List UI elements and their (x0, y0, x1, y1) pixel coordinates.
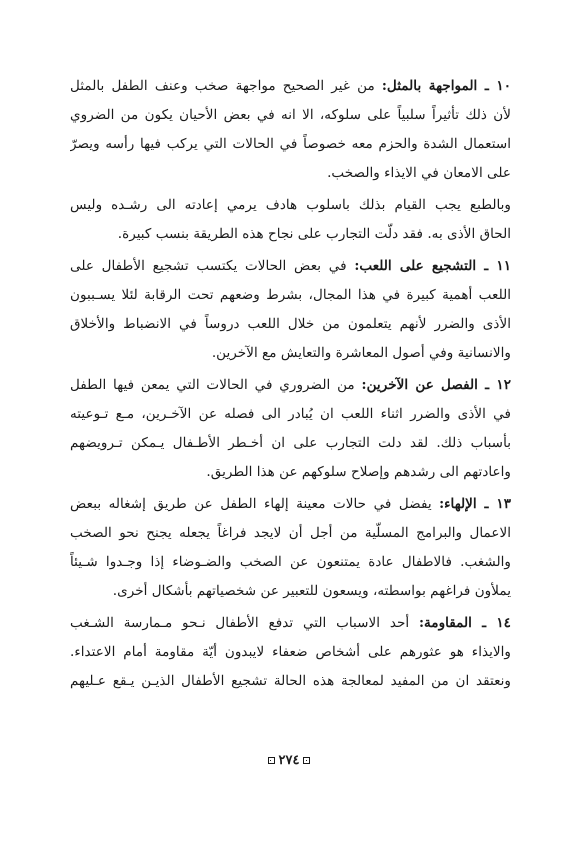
text-line: ونعتقد ان من المفيد لمعالجة هذه الحالة تشجيع الأطفال الذيـن يـقع عـليهم (70, 673, 511, 689)
text-line: في الأذى والضرر اثناء اللعب ان يُبادر الى فصله عن الآخـرين، مـع تـوعيته (70, 406, 511, 422)
text-line: لأن ذلك تأثيراً سلبياً على سلوكه، الا انه في بعض الأحيان يكون من الضروي (70, 107, 511, 123)
text-line: وبالطبع يجب القيام بذلك باسلوب هادف يرمي إعادته الى رشـده وليس (70, 197, 511, 213)
paragraph-purposeful-method (70, 191, 511, 249)
text-line: يملأون فراغهم بواسطته، ويسعون للتعبير عن شخصياتهم بأشكال أخرى. (112, 583, 511, 599)
text-line (70, 371, 511, 400)
paragraph-encourage-play (70, 252, 511, 368)
line-text: من الضروري في الحالات التي يمعن فيها الطفل (70, 377, 355, 393)
section-heading: ١٤ ـ المقاومة: (419, 615, 511, 631)
text-line (70, 490, 511, 519)
text-line (70, 72, 511, 101)
line-text: من غير الصحيح مواجهة صخب وعنف الطفل بالمثل (70, 78, 375, 94)
section-heading: ١٣ ـ الإلهاء: (439, 496, 511, 512)
paragraph-resistance (70, 609, 511, 696)
section-heading: ١١ ـ التشجيع على اللعب: (354, 258, 511, 274)
text-line: والايذاء هو عثورهم على أشخاص ضعفاء لايبدون أيّة مقاومة أمام الاعتداء. (70, 644, 511, 660)
text-line: اللعب أهمية كبيرة في هذا المجال، بشرط وضعهم تحت الرقابة لئلا يسـببون (70, 287, 511, 303)
line-text: في بعض الحالات يكتسب تشجيع الأطفال على (70, 258, 347, 274)
text-line: الأذى والضرر لأنهم يتعلمون من خلال اللعب دروساً في الانضباط والأخلاق (70, 316, 511, 332)
line-text: أحد الاسباب التي تدفع الأطفال نـحو مـمارسة الشـغب (70, 615, 410, 631)
paragraph-distraction (70, 490, 511, 606)
text-line: والشغب. فالاطفال عادة يمتنعون عن الصخب والضـوضاء إذا وجـدوا شـيئاً (70, 554, 511, 570)
square-ornament-icon (303, 757, 310, 764)
text-line (70, 609, 511, 638)
text-line: بأسباب ذلك. لقد دلت التجارب على ان أخـطر الأطـفال يـمكن تـرويضهم (70, 435, 511, 451)
paragraph-confrontation (70, 72, 511, 188)
section-heading: ١٠ ـ المواجهة بالمثل: (381, 78, 511, 94)
text-line: الاعمال والبرامج المسلّية من أجل أن لايجد فراغاً يجعله يجنح نحو الصخب (70, 525, 511, 541)
text-line: والانسانية وفي أصول المعاشرة والتعايش مع الآخرين. (211, 345, 511, 361)
text-line: الحاق الأذى به. فقد دلّت التجارب على نجاح هذه الطريقة بنسب كبيرة. (117, 226, 511, 242)
section-heading: ١٢ ـ الفصل عن الآخرين: (361, 377, 511, 393)
line-text: يفضل في حالات معينة إلهاء الطفل عن طريق إشغاله ببعض (70, 496, 432, 512)
text-line (70, 252, 511, 281)
page-number: ٢٧٤ (278, 753, 300, 768)
square-ornament-icon (268, 757, 275, 764)
text-line: استعمال الشدة والحزم معه خصوصاً في الحالات التي يركب فيها رأسه ويصرّ (70, 136, 511, 152)
text-line: على الامعان في الايذاء والصخب. (327, 165, 511, 181)
paragraph-separation (70, 371, 511, 487)
text-line: واعادتهم الى رشدهم وإصلاح سلوكهم عن هذا الطريق. (206, 464, 511, 480)
page-footer (0, 753, 578, 768)
document-body (70, 72, 511, 699)
